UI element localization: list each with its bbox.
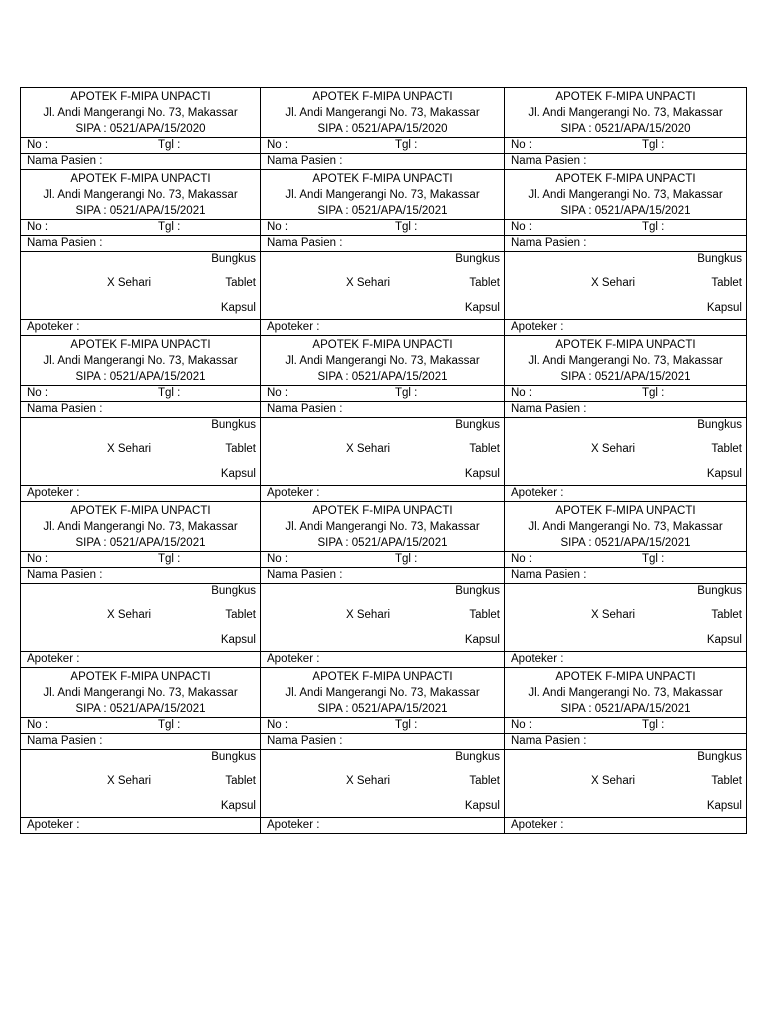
pharmacist-line — [505, 817, 746, 833]
no-label: No : — [27, 139, 49, 151]
kapsul-label: Kapsul — [706, 800, 742, 812]
label-row-2 — [20, 335, 747, 501]
per-day-label: X Sehari — [346, 277, 391, 289]
patient-name-label: Nama Pasien : — [267, 237, 343, 249]
patient-name-line — [21, 235, 260, 251]
pharmacy-sipa: SIPA : 0521/APA/15/2021 — [560, 703, 691, 715]
patient-name-label: Nama Pasien : — [27, 403, 103, 415]
patient-name-label: Nama Pasien : — [267, 735, 343, 747]
per-day-label: X Sehari — [591, 775, 636, 787]
pharmacy-header — [21, 169, 260, 219]
label-card — [20, 335, 260, 501]
patient-name-line — [21, 567, 260, 583]
pharmacist-line — [21, 817, 260, 833]
dosage-box — [261, 749, 504, 817]
number-date-line — [505, 551, 746, 567]
kapsul-label: Kapsul — [464, 468, 500, 480]
pharmacist-line — [261, 817, 504, 833]
no-label: No : — [511, 719, 533, 731]
pharmacy-header — [261, 335, 504, 385]
per-day-label: X Sehari — [107, 609, 152, 621]
label-card — [504, 667, 747, 833]
patient-name-label: Nama Pasien : — [267, 155, 343, 167]
kapsul-label: Kapsul — [220, 468, 256, 480]
pharmacy-address: Jl. Andi Mangerangi No. 73, Makassar — [43, 107, 238, 119]
tgl-label: Tgl : — [158, 221, 181, 233]
pharmacy-sipa: SIPA : 0521/APA/15/2021 — [560, 371, 691, 383]
pharmacy-header — [505, 667, 746, 717]
pharmacist-label: Apoteker : — [267, 487, 320, 499]
pharmacy-name: APOTEK F-MIPA UNPACTI — [312, 91, 453, 103]
patient-name-label: Nama Pasien : — [27, 237, 103, 249]
pharmacy-name: APOTEK F-MIPA UNPACTI — [70, 91, 211, 103]
number-date-line — [261, 219, 504, 235]
no-label: No : — [27, 553, 49, 565]
tablet-label: Tablet — [225, 277, 256, 289]
per-day-label: X Sehari — [591, 443, 636, 455]
number-date-line — [261, 137, 504, 153]
tgl-label: Tgl : — [158, 719, 181, 731]
pharmacy-header — [505, 169, 746, 219]
label-card — [504, 169, 747, 335]
pharmacy-header — [261, 169, 504, 219]
pharmacist-label: Apoteker : — [267, 819, 320, 831]
pharmacy-name: APOTEK F-MIPA UNPACTI — [555, 339, 696, 351]
label-row-4 — [20, 667, 747, 833]
no-label: No : — [267, 139, 289, 151]
per-day-label: X Sehari — [346, 609, 391, 621]
kapsul-label: Kapsul — [220, 800, 256, 812]
patient-name-line — [505, 567, 746, 583]
pharmacist-label: Apoteker : — [27, 321, 80, 333]
pharmacist-label: Apoteker : — [511, 653, 564, 665]
patient-name-line — [261, 235, 504, 251]
pharmacy-header — [21, 667, 260, 717]
pharmacy-address: Jl. Andi Mangerangi No. 73, Makassar — [285, 521, 480, 533]
label-card — [504, 335, 747, 501]
number-date-line — [505, 137, 746, 153]
patient-name-line — [505, 733, 746, 749]
tablet-label: Tablet — [225, 443, 256, 455]
per-day-label: X Sehari — [107, 775, 152, 787]
pharmacist-line — [261, 651, 504, 667]
per-day-label: X Sehari — [346, 775, 391, 787]
pharmacy-name: APOTEK F-MIPA UNPACTI — [555, 671, 696, 683]
pharmacy-name: APOTEK F-MIPA UNPACTI — [70, 505, 211, 517]
pharmacist-line — [505, 485, 746, 501]
pharmacist-line — [21, 651, 260, 667]
label-row-3 — [20, 501, 747, 667]
pharmacy-sipa: SIPA : 0521/APA/15/2021 — [75, 205, 206, 217]
pharmacy-sipa: SIPA : 0521/APA/15/2020 — [317, 123, 448, 135]
pharmacy-sipa: SIPA : 0521/APA/15/2021 — [317, 371, 448, 383]
label-card — [260, 335, 504, 501]
pharmacist-label: Apoteker : — [27, 819, 80, 831]
pharmacy-name: APOTEK F-MIPA UNPACTI — [555, 173, 696, 185]
label-card — [20, 87, 260, 169]
bungkus-label: Bungkus — [211, 253, 256, 265]
bungkus-label: Bungkus — [697, 253, 742, 265]
bungkus-label: Bungkus — [211, 751, 256, 763]
pharmacy-sipa: SIPA : 0521/APA/15/2021 — [560, 537, 691, 549]
no-label: No : — [27, 387, 49, 399]
kapsul-label: Kapsul — [464, 634, 500, 646]
patient-name-label: Nama Pasien : — [27, 155, 103, 167]
pharmacist-label: Apoteker : — [267, 321, 320, 333]
kapsul-label: Kapsul — [220, 302, 256, 314]
dosage-box — [505, 583, 746, 651]
no-label: No : — [267, 719, 289, 731]
pharmacy-address: Jl. Andi Mangerangi No. 73, Makassar — [528, 355, 723, 367]
tgl-label: Tgl : — [642, 387, 665, 399]
pharmacist-label: Apoteker : — [511, 487, 564, 499]
pharmacy-name: APOTEK F-MIPA UNPACTI — [312, 173, 453, 185]
pharmacy-header — [21, 87, 260, 137]
label-card — [20, 501, 260, 667]
tgl-label: Tgl : — [158, 553, 181, 565]
pharmacy-header — [261, 87, 504, 137]
patient-name-label: Nama Pasien : — [267, 569, 343, 581]
number-date-line — [21, 717, 260, 733]
no-label: No : — [267, 553, 289, 565]
patient-name-label: Nama Pasien : — [27, 735, 103, 747]
number-date-line — [261, 717, 504, 733]
tgl-label: Tgl : — [158, 387, 181, 399]
label-row-0 — [20, 87, 747, 169]
no-label: No : — [27, 719, 49, 731]
pharmacist-label: Apoteker : — [27, 487, 80, 499]
dosage-box — [505, 417, 746, 485]
pharmacy-sipa: SIPA : 0521/APA/15/2021 — [75, 537, 206, 549]
pharmacy-sipa: SIPA : 0521/APA/15/2021 — [75, 703, 206, 715]
tgl-label: Tgl : — [642, 139, 665, 151]
number-date-line — [505, 717, 746, 733]
label-card — [20, 169, 260, 335]
pharmacy-name: APOTEK F-MIPA UNPACTI — [555, 505, 696, 517]
per-day-label: X Sehari — [107, 277, 152, 289]
patient-name-label: Nama Pasien : — [511, 155, 587, 167]
pharmacy-name: APOTEK F-MIPA UNPACTI — [312, 505, 453, 517]
pharmacy-sipa: SIPA : 0521/APA/15/2021 — [317, 205, 448, 217]
number-date-line — [261, 551, 504, 567]
pharmacy-address: Jl. Andi Mangerangi No. 73, Makassar — [43, 521, 238, 533]
per-day-label: X Sehari — [107, 443, 152, 455]
patient-name-label: Nama Pasien : — [27, 569, 103, 581]
kapsul-label: Kapsul — [464, 800, 500, 812]
pharmacist-label: Apoteker : — [267, 653, 320, 665]
patient-name-line — [261, 153, 504, 169]
tablet-label: Tablet — [469, 277, 500, 289]
pharmacy-name: APOTEK F-MIPA UNPACTI — [70, 339, 211, 351]
pharmacy-address: Jl. Andi Mangerangi No. 73, Makassar — [528, 107, 723, 119]
label-card — [504, 87, 747, 169]
label-row-1 — [20, 169, 747, 335]
tablet-label: Tablet — [711, 443, 742, 455]
per-day-label: X Sehari — [346, 443, 391, 455]
tablet-label: Tablet — [469, 775, 500, 787]
tablet-label: Tablet — [711, 775, 742, 787]
bungkus-label: Bungkus — [455, 419, 500, 431]
label-card — [260, 667, 504, 833]
patient-name-line — [505, 401, 746, 417]
pharmacist-line — [261, 319, 504, 335]
pharmacy-name: APOTEK F-MIPA UNPACTI — [312, 671, 453, 683]
pharmacy-header — [505, 87, 746, 137]
pharmacy-name: APOTEK F-MIPA UNPACTI — [70, 671, 211, 683]
tablet-label: Tablet — [711, 609, 742, 621]
tablet-label: Tablet — [225, 775, 256, 787]
patient-name-line — [21, 733, 260, 749]
patient-name-line — [21, 153, 260, 169]
pharmacist-line — [505, 651, 746, 667]
label-card — [260, 169, 504, 335]
kapsul-label: Kapsul — [220, 634, 256, 646]
pharmacist-label: Apoteker : — [511, 819, 564, 831]
tgl-label: Tgl : — [395, 387, 418, 399]
pharmacy-sipa: SIPA : 0521/APA/15/2021 — [75, 371, 206, 383]
number-date-line — [21, 137, 260, 153]
number-date-line — [21, 385, 260, 401]
no-label: No : — [267, 387, 289, 399]
tgl-label: Tgl : — [395, 719, 418, 731]
label-card — [20, 667, 260, 833]
patient-name-line — [505, 153, 746, 169]
sheet-bottom-border — [20, 833, 747, 834]
tgl-label: Tgl : — [642, 719, 665, 731]
tgl-label: Tgl : — [395, 221, 418, 233]
dosage-box — [261, 251, 504, 319]
pharmacy-address: Jl. Andi Mangerangi No. 73, Makassar — [43, 355, 238, 367]
tablet-label: Tablet — [225, 609, 256, 621]
patient-name-line — [21, 401, 260, 417]
tablet-label: Tablet — [469, 609, 500, 621]
pharmacy-sipa: SIPA : 0521/APA/15/2021 — [317, 703, 448, 715]
pharmacy-header — [261, 501, 504, 551]
no-label: No : — [511, 553, 533, 565]
label-card — [504, 501, 747, 667]
dosage-box — [21, 749, 260, 817]
dosage-box — [261, 417, 504, 485]
pharmacy-address: Jl. Andi Mangerangi No. 73, Makassar — [528, 521, 723, 533]
label-card — [260, 501, 504, 667]
pharmacy-sipa: SIPA : 0521/APA/15/2020 — [75, 123, 206, 135]
pharmacy-address: Jl. Andi Mangerangi No. 73, Makassar — [285, 687, 480, 699]
patient-name-line — [261, 733, 504, 749]
kapsul-label: Kapsul — [706, 302, 742, 314]
dosage-box — [21, 251, 260, 319]
bungkus-label: Bungkus — [211, 585, 256, 597]
tablet-label: Tablet — [469, 443, 500, 455]
pharmacy-header — [21, 501, 260, 551]
tablet-label: Tablet — [711, 277, 742, 289]
number-date-line — [505, 219, 746, 235]
per-day-label: X Sehari — [591, 609, 636, 621]
pharmacist-line — [261, 485, 504, 501]
number-date-line — [505, 385, 746, 401]
bungkus-label: Bungkus — [697, 419, 742, 431]
tgl-label: Tgl : — [158, 139, 181, 151]
bungkus-label: Bungkus — [455, 751, 500, 763]
patient-name-label: Nama Pasien : — [511, 735, 587, 747]
pharmacy-address: Jl. Andi Mangerangi No. 73, Makassar — [43, 687, 238, 699]
bungkus-label: Bungkus — [697, 751, 742, 763]
pharmacist-line — [21, 485, 260, 501]
dosage-box — [261, 583, 504, 651]
dosage-box — [505, 251, 746, 319]
dosage-box — [21, 583, 260, 651]
patient-name-label: Nama Pasien : — [511, 403, 587, 415]
pharmacy-sipa: SIPA : 0521/APA/15/2021 — [560, 205, 691, 217]
pharmacist-line — [21, 319, 260, 335]
tgl-label: Tgl : — [642, 221, 665, 233]
patient-name-label: Nama Pasien : — [511, 569, 587, 581]
pharmacist-line — [505, 319, 746, 335]
bungkus-label: Bungkus — [455, 585, 500, 597]
pharmacy-sipa: SIPA : 0521/APA/15/2020 — [560, 123, 691, 135]
pharmacy-address: Jl. Andi Mangerangi No. 73, Makassar — [528, 687, 723, 699]
pharmacy-address: Jl. Andi Mangerangi No. 73, Makassar — [528, 189, 723, 201]
label-card — [260, 87, 504, 169]
kapsul-label: Kapsul — [706, 634, 742, 646]
bungkus-label: Bungkus — [211, 419, 256, 431]
pharmacy-header — [505, 335, 746, 385]
patient-name-line — [261, 567, 504, 583]
pharmacist-label: Apoteker : — [27, 653, 80, 665]
dosage-box — [505, 749, 746, 817]
label-sheet — [20, 87, 747, 834]
bungkus-label: Bungkus — [697, 585, 742, 597]
patient-name-line — [505, 235, 746, 251]
pharmacy-name: APOTEK F-MIPA UNPACTI — [70, 173, 211, 185]
no-label: No : — [267, 221, 289, 233]
pharmacy-name: APOTEK F-MIPA UNPACTI — [312, 339, 453, 351]
no-label: No : — [511, 139, 533, 151]
patient-name-line — [261, 401, 504, 417]
pharmacist-label: Apoteker : — [511, 321, 564, 333]
patient-name-label: Nama Pasien : — [267, 403, 343, 415]
dosage-box — [21, 417, 260, 485]
number-date-line — [21, 219, 260, 235]
pharmacy-sipa: SIPA : 0521/APA/15/2021 — [317, 537, 448, 549]
bungkus-label: Bungkus — [455, 253, 500, 265]
number-date-line — [21, 551, 260, 567]
tgl-label: Tgl : — [395, 139, 418, 151]
pharmacy-address: Jl. Andi Mangerangi No. 73, Makassar — [285, 355, 480, 367]
kapsul-label: Kapsul — [464, 302, 500, 314]
pharmacy-header — [21, 335, 260, 385]
pharmacy-address: Jl. Andi Mangerangi No. 73, Makassar — [285, 189, 480, 201]
no-label: No : — [27, 221, 49, 233]
number-date-line — [261, 385, 504, 401]
no-label: No : — [511, 387, 533, 399]
pharmacy-header — [505, 501, 746, 551]
per-day-label: X Sehari — [591, 277, 636, 289]
pharmacy-header — [261, 667, 504, 717]
pharmacy-address: Jl. Andi Mangerangi No. 73, Makassar — [43, 189, 238, 201]
tgl-label: Tgl : — [395, 553, 418, 565]
kapsul-label: Kapsul — [706, 468, 742, 480]
no-label: No : — [511, 221, 533, 233]
pharmacy-address: Jl. Andi Mangerangi No. 73, Makassar — [285, 107, 480, 119]
patient-name-label: Nama Pasien : — [511, 237, 587, 249]
pharmacy-name: APOTEK F-MIPA UNPACTI — [555, 91, 696, 103]
tgl-label: Tgl : — [642, 553, 665, 565]
